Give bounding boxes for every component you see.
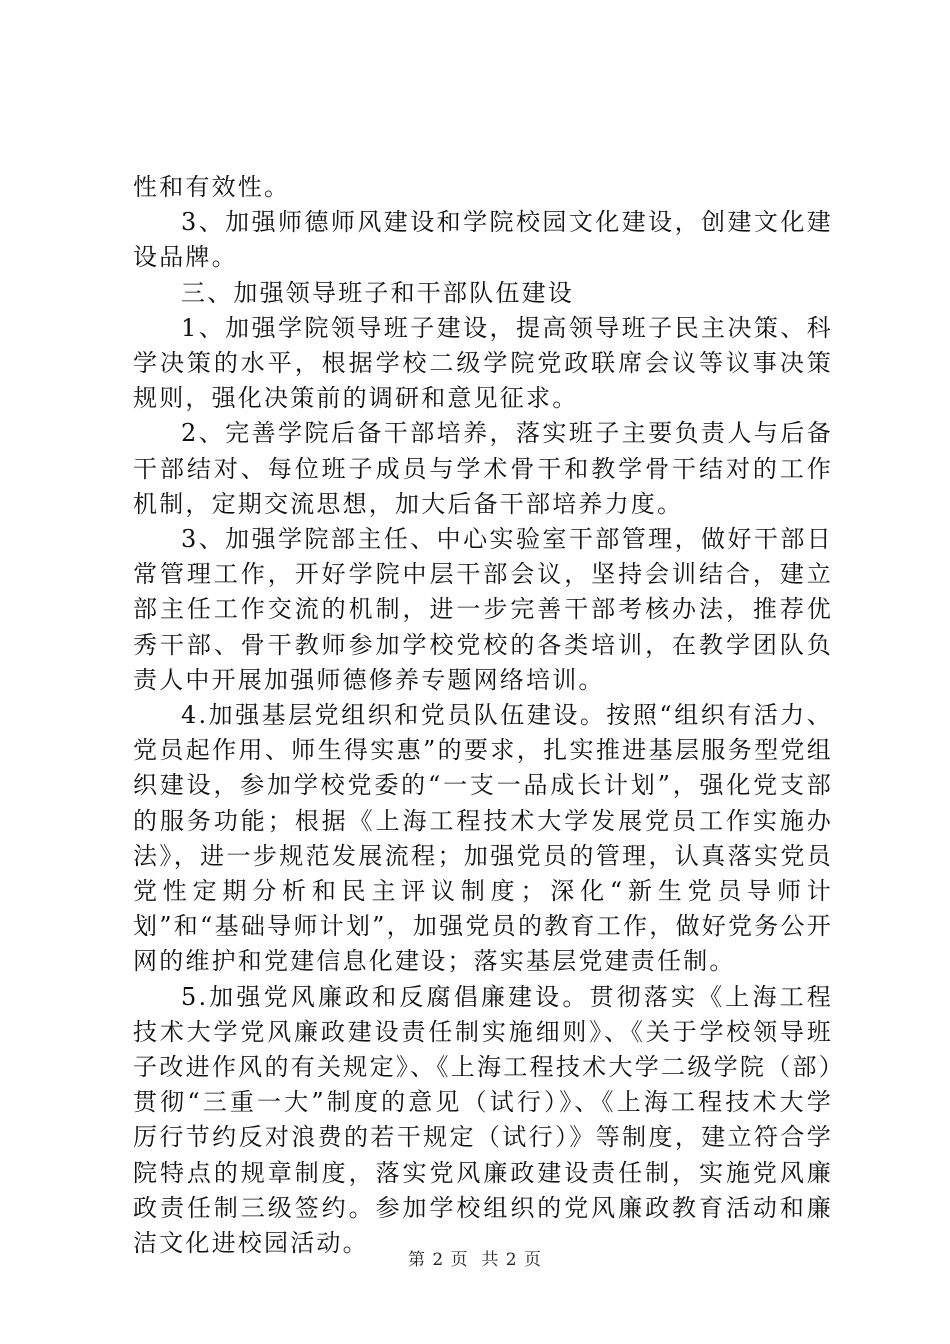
paragraph-item-4-party-organization: 4.加强基层党组织和党员队伍建设。按照“组织有活力、党员起作用、师生得实惠”的要求，扎实推进基层服务型党组织建设，参加学校党委的“一支一品成长计划”，强化党支部的服务功能；根据《上海工程技术大学发展党员工作实施办法》，进一步规范发展流程；加强党员的管理，认真落实党员党性定期分析和民主评议制度；深化“新生党员导师计划”和“基础导师计划”，加强党员的教育工作，做好党务公开网的维护和党建信息化建设；落实基层党建责任制。 xyxy=(133,701,833,976)
paragraph-item-2-reserve-cadres: 2、完善学院后备干部培养，落实班子主要负责人与后备干部结对、每位班子成员与学术骨干和教学骨干结对的工作机制，定期交流思想，加大后备干部培养力度。 xyxy=(133,419,833,518)
section-heading-leadership: 三、加强领导班子和干部队伍建设 xyxy=(181,278,574,307)
paragraph-item-5-anti-corruption: 5.加强党风廉政和反腐倡廉建设。贯彻落实《上海工程技术大学党风廉政建设责任制实施细则》、《关于学校领导班子改进作风的有关规定》、《上海工程技术大学二级学院（部）贯彻“三重一大”制度的意见（试行）》、《上海工程技术大学厉行节约反对浪费的若干规定（试行）》等制度，建立符合学院特点的规章制度，落实党风廉政建设责任制，实施党风廉政责任制三级签约。参加学校组织的党风廉政教育活动和廉洁文化进校园活动。 xyxy=(133,982,833,1258)
page-number-label: 第 2 页 共 2 页 xyxy=(407,1250,543,1270)
paragraph-continuation: 性和有效性。 xyxy=(133,173,291,201)
document-body xyxy=(133,170,833,1261)
paragraph-item-3-ethics: 3、加强师德师风建设和学院校园文化建设，创建文化建设品牌。 xyxy=(133,208,833,272)
paragraph-item-3-cadre-management: 3、加强学院部主任、中心实验室干部管理，做好干部日常管理工作，开好学院中层干部会议，坚持会训结合，建立部主任工作交流的机制，进一步完善干部考核办法，推荐优秀干部、骨干教师参加学校党校的各类培训，在教学团队负责人中开展加强师德修养专题网络培训。 xyxy=(133,525,833,694)
page-footer xyxy=(0,1245,950,1270)
paragraph-item-1-leadership: 1、加强学院领导班子建设，提高领导班子民主决策、科学决策的水平，根据学校二级学院党政联席会议等议事决策规则，强化决策前的调研和意见征求。 xyxy=(133,313,833,413)
